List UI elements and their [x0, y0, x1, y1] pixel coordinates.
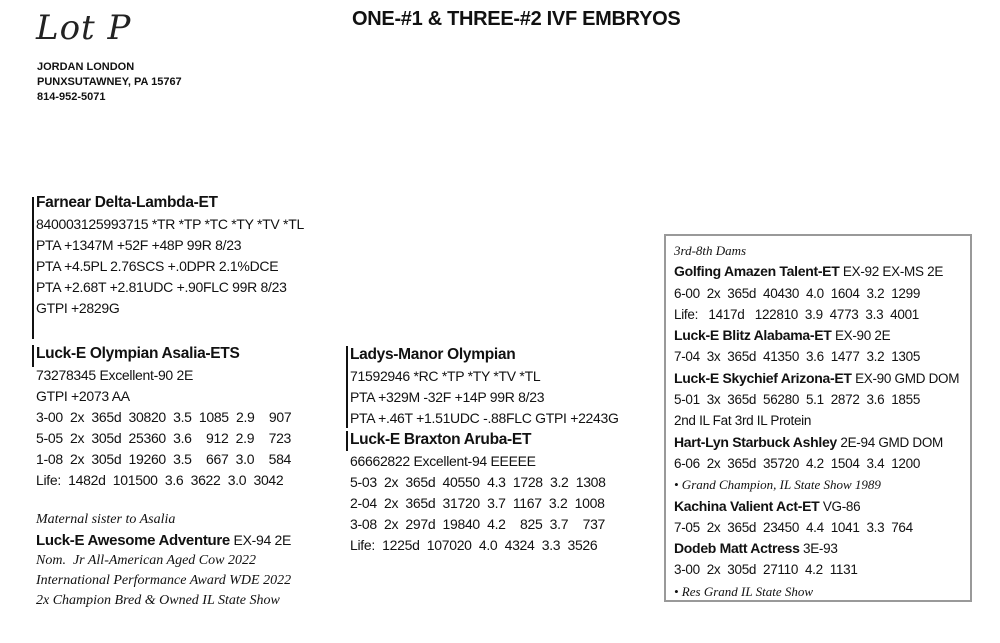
dam-entry-name	[674, 496, 959, 517]
dams-heading: 3rd-8th Dams	[674, 243, 747, 258]
consignor-info	[37, 60, 182, 105]
pedigree-bracket-dam	[32, 345, 34, 367]
mgs-line: 71592946 *RC *TP *TY *TV *TL	[350, 368, 541, 384]
sire-line: PTA +1347M +52F +48P 99R 8/23	[36, 237, 242, 253]
dam-entry-name	[674, 368, 959, 389]
dam-entry-rating: 3E-93	[799, 541, 838, 557]
sire-name: Farnear Delta-Lambda-ET	[36, 194, 218, 211]
dam-entry-rating: EX-90 GMD DOM	[851, 370, 960, 386]
maternal-name-line	[36, 530, 291, 551]
sire-line: PTA +4.5PL 2.76SCS +.0DPR 2.1%DCE	[36, 258, 279, 274]
dam-record: 1-08 2x 305d 19260 3.5 667 3.0 584	[36, 451, 292, 467]
mgs-name: Ladys-Manor Olympian	[350, 346, 516, 363]
sire-block	[36, 192, 304, 319]
dam-line: 73278345 Excellent-90 2E	[36, 367, 194, 383]
dam-entry-rating: EX-90 2E	[831, 328, 891, 344]
consignor-phone: 814-952-5071	[37, 91, 106, 103]
pedigree-bracket-mid-dam	[346, 431, 348, 451]
dam-entry-record: 6-00 2x 365d 40430 4.0 1604 3.2 1299	[674, 285, 921, 301]
maternal-name: Luck-E Awesome Adventure	[36, 532, 230, 549]
maternal-rating: EX-94 2E	[229, 532, 292, 548]
dams-list	[674, 240, 959, 602]
dam-entry-title: Dodeb Matt Actress	[674, 540, 800, 557]
dam-entry-record: 3-00 2x 305d 27110 4.2 1131	[674, 562, 858, 578]
lot-label: Lot P	[36, 8, 132, 48]
dam-entry-title: Kachina Valient Act-ET	[674, 497, 820, 514]
dam-entry-record: 2nd IL Fat 3rd IL Protein	[674, 413, 812, 429]
dam-entry-title: Golfing Amazen Talent-ET	[674, 263, 840, 280]
dam-entry-rating: VG-86	[819, 498, 861, 514]
maternal-sister-block	[36, 510, 291, 611]
maternal-honor: Nom. Jr All-American Aged Cow 2022	[36, 553, 256, 568]
sire-line: GTPI +2829G	[36, 300, 120, 316]
granddam-line: 66662822 Excellent-94 EEEEE	[350, 453, 536, 469]
maternal-note: Maternal sister to Asalia	[36, 512, 176, 527]
dam-entry-record: Life: 1417d 122810 3.9 4773 3.3 4001	[674, 306, 920, 322]
dam-entry-record: 5-01 3x 365d 56280 5.1 2872 3.6 1855	[674, 392, 921, 408]
consignor-name: JORDAN LONDON	[37, 61, 135, 73]
mgs-line: PTA +329M -32F +14P 99R 8/23	[350, 389, 545, 405]
dam-entry-record: 7-05 2x 365d 23450 4.4 1041 3.3 764	[674, 519, 913, 535]
granddam-column	[350, 344, 619, 556]
dam-entry-title: Hart-Lyn Starbuck Ashley	[674, 433, 837, 450]
dam-entry-name	[674, 325, 959, 346]
dam-entry-record: 7-04 3x 365d 41350 3.6 1477 3.2 1305	[674, 349, 921, 365]
dam-block	[36, 343, 291, 491]
maternal-honor: International Performance Award WDE 2022	[36, 573, 292, 588]
dam-lifetime: Life: 1482d 101500 3.6 3622 3.0 3042	[36, 472, 284, 488]
pedigree-bracket-sire	[32, 197, 34, 339]
dam-line: GTPI +2073 AA	[36, 388, 130, 404]
consignor-city: PUNXSUTAWNEY, PA 15767	[37, 76, 182, 88]
dam-entry-name	[674, 261, 959, 282]
dam-entry-note: • Res Grand IL State Show	[674, 583, 814, 599]
page-title: ONE-#1 & THREE-#2 IVF EMBRYOS	[352, 8, 681, 30]
dam-entry-name	[674, 538, 959, 559]
dam-record: 3-00 2x 365d 30820 3.5 1085 2.9 907	[36, 409, 292, 425]
dam-entry-title: Luck-E Skychief Arizona-ET	[674, 369, 852, 386]
granddam-lifetime: Life: 1225d 107020 4.0 4324 3.3 3526	[350, 537, 598, 553]
dam-entry-name	[674, 432, 959, 453]
dams-box	[664, 234, 972, 602]
pedigree-bracket-mid-sire	[346, 346, 348, 428]
dam-entry-record: 6-06 2x 365d 35720 4.2 1504 3.4 1200	[674, 455, 921, 471]
dam-entry-title: Luck-E Blitz Alabama-ET	[674, 327, 832, 344]
dam-name: Luck-E Olympian Asalia-ETS	[36, 345, 240, 362]
granddam-name: Luck-E Braxton Aruba-ET	[350, 431, 532, 448]
mgs-line: PTA +.46T +1.51UDC -.88FLC GTPI +2243G	[350, 410, 619, 426]
dam-record: 5-05 2x 305d 25360 3.6 912 2.9 723	[36, 430, 292, 446]
sire-line: 840003125993715 *TR *TP *TC *TY *TV *TL	[36, 216, 304, 232]
dam-entry-rating: EX-92 EX-MS 2E	[839, 264, 944, 280]
dam-entry-note: • Grand Champion, IL State Show 1989	[674, 477, 881, 493]
sire-line: PTA +2.68T +2.81UDC +.90FLC 99R 8/23	[36, 279, 287, 295]
granddam-record: 5-03 2x 365d 40550 4.3 1728 3.2 1308	[350, 474, 606, 490]
dam-entry-rating: 2E-94 GMD DOM	[836, 434, 943, 450]
maternal-honor: 2x Champion Bred & Owned IL State Show	[36, 593, 280, 608]
granddam-record: 3-08 2x 297d 19840 4.2 825 3.7 737	[350, 516, 606, 532]
granddam-record: 2-04 2x 365d 31720 3.7 1167 3.2 1008	[350, 495, 605, 511]
